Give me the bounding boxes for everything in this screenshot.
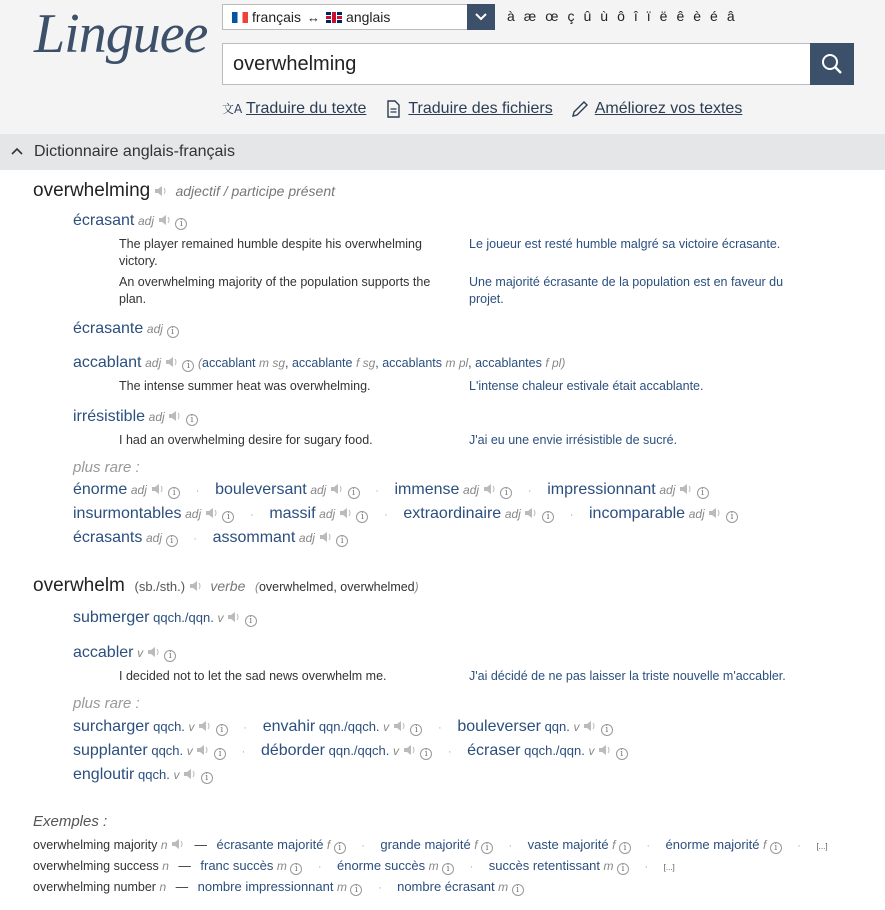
info-icon[interactable]: i	[214, 748, 226, 760]
translation-irresistible	[73, 408, 198, 426]
chevron-up-icon	[0, 143, 34, 161]
speaker-icon[interactable]	[403, 744, 417, 756]
example-fr: L'intense chaleur estivale était accablante.	[469, 379, 704, 393]
rare-item: insurmontables adj i	[73, 506, 234, 521]
search-input[interactable]	[223, 44, 810, 84]
chevron-down-icon[interactable]	[467, 4, 495, 30]
rare-item: immense adj i	[395, 482, 513, 497]
example-fr: J'ai eu une envie irrésistible de sucré.	[469, 433, 678, 447]
info-icon[interactable]: i	[442, 863, 454, 875]
speaker-icon[interactable]	[319, 531, 333, 543]
svg-text:文A: 文A	[222, 102, 243, 116]
translation-word[interactable]: écrasants	[73, 529, 143, 546]
char-key[interactable]: û	[583, 8, 592, 24]
rare-item: impressionnant adj i	[547, 482, 708, 497]
translation-word[interactable]: incomparable	[589, 505, 686, 522]
speaker-icon[interactable]	[154, 184, 168, 199]
phrase-fr[interactable]: énorme succès	[336, 858, 426, 873]
speaker-icon[interactable]	[205, 507, 219, 519]
verb-forms: (overwhelmed, overwhelmed)	[254, 580, 419, 594]
char-key[interactable]: è	[693, 8, 702, 24]
example-phrase-row: overwhelming success n — franc succès m i · énorme succès m i · succès retentissant m i · [...]	[33, 858, 675, 874]
speaker-icon[interactable]	[708, 507, 722, 519]
speaker-icon[interactable]	[189, 579, 203, 594]
translation-word[interactable]: déborder	[260, 742, 325, 759]
speaker-icon[interactable]	[147, 645, 161, 660]
phrase-en[interactable]: overwhelming number	[33, 880, 156, 894]
info-icon[interactable]: i	[348, 487, 360, 499]
part-of-speech: adj	[138, 214, 155, 228]
char-key[interactable]: â	[726, 8, 735, 24]
less-common-label: plus rare :	[73, 459, 140, 476]
info-icon[interactable]: i	[164, 650, 176, 662]
char-key[interactable]: î	[633, 8, 638, 24]
dictionary-section-toggle[interactable]	[0, 134, 885, 170]
improve-texts-label: Améliorez vos textes	[594, 100, 743, 117]
lemma: overwhelm	[33, 575, 125, 596]
speaker-icon[interactable]	[330, 483, 344, 495]
speaker-icon[interactable]	[158, 213, 172, 228]
translation-word[interactable]: énorme	[73, 481, 128, 498]
speaker-icon[interactable]	[227, 610, 241, 625]
phrase-fr[interactable]: franc succès	[200, 858, 274, 873]
translation-ecrasant	[73, 212, 187, 230]
speaker-icon[interactable]	[183, 768, 197, 780]
char-key[interactable]: ë	[659, 8, 668, 24]
translation-word[interactable]: submerger	[73, 609, 150, 626]
translation-word[interactable]: écrasant	[73, 212, 135, 229]
translation-word[interactable]: massif	[269, 505, 316, 522]
example-en: An overwhelming majority of the population supports the plan.	[119, 275, 431, 306]
part-of-speech: v	[217, 611, 224, 625]
dictionary-title: Dictionnaire anglais-français	[34, 143, 235, 160]
info-icon[interactable]: i	[420, 748, 432, 760]
info-icon[interactable]: i	[410, 724, 422, 736]
rare-item: écrasants adj i	[73, 530, 178, 545]
rare-item: massif adj i	[269, 506, 368, 521]
example-phrase-row: overwhelming majority n — écrasante majorité f i · grande majorité f i · vaste majorité f i · énorme majorité f i · [...]	[33, 837, 828, 853]
phrase-fr[interactable]: énorme majorité	[665, 837, 760, 852]
pencil-icon	[571, 100, 589, 118]
phrase-fr[interactable]: nombre impressionnant	[197, 879, 334, 894]
improve-texts-link[interactable]	[571, 100, 743, 118]
info-icon[interactable]: i	[770, 842, 782, 854]
part-of-speech: adj	[148, 410, 165, 424]
swap-arrows-icon: ↔	[307, 9, 321, 25]
rare-item: énorme adj i	[73, 482, 180, 497]
speaker-icon[interactable]	[679, 483, 693, 495]
phrase-fr[interactable]: nombre écrasant	[397, 879, 495, 894]
examples-label: Exemples :	[33, 813, 108, 830]
part-of-speech: v	[137, 646, 144, 660]
rare-item: supplanter qqch. v i	[73, 743, 226, 758]
phrase-en[interactable]: overwhelming majority	[33, 838, 158, 852]
info-icon[interactable]: i	[616, 748, 628, 760]
phrase-fr[interactable]: succès retentissant	[488, 858, 601, 873]
rare-item: déborder qqn./qqch. v i	[261, 743, 432, 758]
rare-translations-row: énorme adj i · bouleversant adj i · immense adj i · impressionnant adj i	[73, 481, 709, 499]
rare-translations-row	[73, 766, 213, 784]
info-icon[interactable]: i	[186, 414, 198, 426]
entry-overwhelm	[33, 575, 419, 597]
info-icon[interactable]: i	[697, 487, 709, 499]
lang-from: français	[252, 9, 302, 25]
info-icon[interactable]: i	[222, 511, 234, 523]
french-flag-icon	[232, 12, 248, 23]
info-icon[interactable]: i	[175, 218, 187, 230]
rare-item: incomparable adj i	[589, 506, 738, 521]
more-button[interactable]: [...]	[816, 842, 828, 851]
phrase-fr[interactable]: vaste majorité	[527, 837, 609, 852]
translation-accabler	[73, 644, 176, 662]
lemma: overwhelming	[33, 180, 151, 201]
info-icon[interactable]: i	[619, 842, 631, 854]
translation-ecrasante	[73, 320, 179, 338]
info-icon[interactable]: i	[601, 724, 613, 736]
speaker-icon[interactable]	[524, 507, 538, 519]
translation-word[interactable]: surcharger	[73, 718, 150, 735]
info-icon[interactable]: i	[216, 724, 228, 736]
inflection-forms: (accablant m sg, accablante f sg, accablants m pl, accablantes f pl)	[198, 356, 566, 370]
info-icon[interactable]: i	[350, 884, 362, 896]
info-icon[interactable]: i	[245, 615, 257, 627]
search-box	[222, 43, 854, 85]
translation-word[interactable]: envahir	[262, 718, 316, 735]
translation-word[interactable]: écrasante	[73, 320, 144, 337]
speaker-icon[interactable]	[198, 720, 212, 732]
example-en: I decided not to let the sad news overwhelm me.	[119, 669, 387, 683]
info-icon[interactable]: i	[167, 326, 179, 338]
translation-word[interactable]: assommant	[212, 529, 296, 546]
document-icon	[384, 100, 402, 118]
char-key[interactable]: é	[710, 8, 718, 24]
speaker-icon[interactable]	[151, 483, 165, 495]
special-characters	[507, 8, 735, 24]
speaker-icon[interactable]	[393, 720, 407, 732]
phrase-fr[interactable]: grande majorité	[380, 837, 471, 852]
linguee-logo[interactable]: Linguee	[34, 3, 208, 65]
speaker-icon[interactable]	[196, 744, 210, 756]
char-key[interactable]: ù	[600, 8, 609, 24]
char-key[interactable]: ï	[646, 8, 651, 24]
speaker-icon[interactable]	[483, 483, 497, 495]
info-icon[interactable]: i	[356, 511, 368, 523]
speaker-icon[interactable]	[598, 744, 612, 756]
translation-accablant	[73, 354, 565, 372]
part-of-speech: adj	[145, 356, 162, 370]
speaker-icon[interactable]	[583, 720, 597, 732]
info-icon[interactable]: i	[182, 360, 194, 372]
part-of-speech: adj	[146, 322, 163, 336]
rare-item: assommant adj i	[213, 530, 349, 545]
example-phrase-row: overwhelming number n — nombre impressionnant m i · nombre écrasant m i	[33, 879, 524, 896]
rare-translations-row: supplanter qqch. v i · déborder qqn./qqch. v i · écraser qqch./qqn. v i	[73, 742, 628, 760]
phrase-fr[interactable]: écrasante majorité	[216, 837, 324, 852]
speaker-icon[interactable]	[168, 409, 182, 424]
char-key[interactable]: ê	[676, 8, 685, 24]
example-en: I had an overwhelming desire for sugary food.	[119, 433, 373, 447]
translation-word[interactable]: irrésistible	[73, 408, 146, 425]
translation-word[interactable]: engloutir	[73, 766, 135, 783]
speaker-icon[interactable]	[171, 838, 185, 850]
rare-item: bouleverser qqn. v i	[457, 719, 612, 734]
char-key[interactable]: æ	[523, 8, 537, 24]
entry-overwhelming	[33, 180, 335, 202]
info-icon[interactable]: i	[512, 884, 524, 896]
info-icon[interactable]: i	[336, 535, 348, 547]
example-en: The player remained humble despite his overwhelming victory.	[119, 237, 422, 268]
rare-item: extraordinaire adj i	[403, 506, 554, 521]
tools-bar	[222, 100, 742, 118]
translate-files-label: Traduire des fichiers	[408, 100, 553, 117]
language-pair-select[interactable]	[222, 4, 495, 30]
info-icon[interactable]: i	[334, 842, 346, 854]
example-fr: Le joueur est resté humble malgré sa victoire écrasante.	[469, 237, 781, 251]
char-key[interactable]: ô	[617, 8, 625, 24]
rare-translations-row: écrasants adj i · assommant adj i	[73, 529, 348, 547]
example-en: The intense summer heat was overwhelming.	[119, 379, 371, 393]
translation-word[interactable]: extraordinaire	[403, 505, 502, 522]
char-key[interactable]: à	[507, 8, 515, 24]
uk-flag-icon	[326, 12, 342, 23]
speaker-icon[interactable]	[339, 507, 353, 519]
rare-item: écraser qqch./qqn. v i	[467, 743, 628, 758]
example-fr: J'ai décidé de ne pas laisser la triste nouvelle m'accabler.	[469, 669, 786, 683]
translation-word[interactable]: bouleverser	[457, 718, 541, 735]
translation-word[interactable]: accabler	[73, 644, 134, 661]
info-icon[interactable]: i	[726, 511, 738, 523]
translation-word[interactable]: immense	[394, 481, 460, 498]
translation-word[interactable]: accablant	[73, 354, 142, 371]
info-icon[interactable]: i	[481, 842, 493, 854]
search-button[interactable]	[810, 43, 854, 85]
object-hint: (sb./sth.)	[134, 579, 186, 594]
translate-text-label: Traduire du texte	[246, 100, 367, 117]
info-icon[interactable]: i	[542, 511, 554, 523]
translation-word[interactable]: bouleversant	[215, 481, 307, 498]
rare-item: engloutir qqch. v i	[73, 767, 213, 782]
translation-word[interactable]: supplanter	[73, 742, 148, 759]
less-common-label: plus rare :	[73, 695, 140, 712]
char-key[interactable]: ç	[567, 8, 575, 24]
more-button[interactable]: [...]	[663, 863, 675, 872]
translate-files-link[interactable]	[384, 100, 552, 118]
header	[0, 0, 885, 134]
info-icon[interactable]: i	[201, 772, 213, 784]
search-icon	[820, 52, 844, 76]
rare-item: envahir qqn./qqch. v i	[263, 719, 423, 734]
rare-item: surcharger qqch. v i	[73, 719, 228, 734]
info-icon[interactable]: i	[617, 863, 629, 875]
info-icon[interactable]: i	[500, 487, 512, 499]
char-key[interactable]: œ	[545, 8, 559, 24]
translate-icon	[222, 100, 243, 118]
rare-translations-row: insurmontables adj i · massif adj i · extraordinaire adj i · incomparable adj i	[73, 505, 738, 523]
phrase-en[interactable]: overwhelming success	[33, 859, 159, 873]
part-of-speech: verbe	[210, 578, 246, 594]
translation-word[interactable]: impressionnant	[547, 481, 656, 498]
part-of-speech: adjectif / participe présent	[175, 183, 336, 199]
translate-text-link[interactable]	[222, 100, 366, 118]
lang-to: anglais	[346, 9, 391, 25]
translation-submerger	[73, 609, 257, 627]
info-icon[interactable]: i	[168, 487, 180, 499]
translation-word[interactable]: insurmontables	[73, 505, 182, 522]
info-icon[interactable]: i	[166, 535, 178, 547]
rare-item: bouleversant adj i	[215, 482, 360, 497]
example-fr: Une majorité écrasante de la population est en faveur du projet.	[469, 275, 784, 306]
speaker-icon[interactable]	[165, 355, 179, 370]
info-icon[interactable]: i	[290, 863, 302, 875]
translation-word[interactable]: écraser	[467, 742, 521, 759]
rare-translations-row: surcharger qqch. v i · envahir qqn./qqch. v i · bouleverser qqn. v i	[73, 718, 613, 736]
context: qqch./qqn.	[153, 610, 214, 625]
